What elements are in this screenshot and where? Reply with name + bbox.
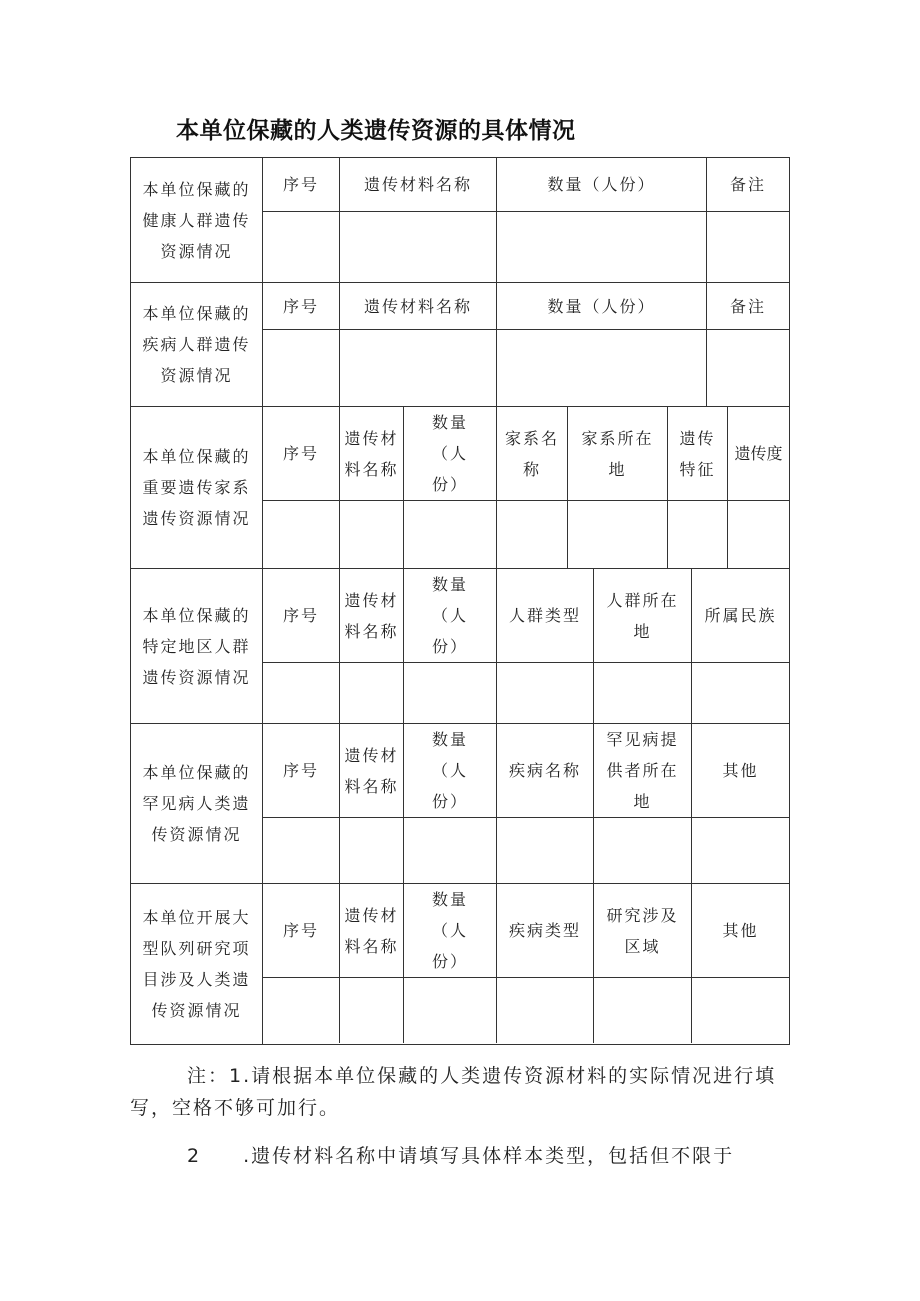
header-cell: 序号	[263, 724, 340, 818]
header-cell: 数量（人份）	[404, 884, 497, 978]
header-cell: 研究涉及区域	[594, 884, 692, 978]
header-cell: 遗传材料名称	[340, 407, 404, 501]
note-2: 2 .遗传材料名称中请填写具体样本类型，包括但不限于	[187, 1145, 735, 1167]
header-cell: 家系所在地	[568, 407, 668, 501]
section-label: 本单位保藏的重要遗传家系遗传资源情况	[131, 407, 263, 568]
data-cell[interactable]	[263, 978, 340, 1043]
header-cell: 罕见病提供者所在地	[594, 724, 692, 818]
section-label: 本单位保藏的健康人群遗传资源情况	[131, 158, 263, 282]
resource-table	[130, 157, 790, 1045]
data-cell[interactable]	[594, 978, 692, 1043]
data-cell[interactable]	[497, 501, 568, 568]
header-cell: 遗传材料名称	[340, 283, 497, 330]
data-cell[interactable]	[692, 663, 789, 723]
data-cell[interactable]	[404, 818, 497, 883]
section-rare-disease	[131, 724, 789, 884]
data-cell[interactable]	[497, 818, 594, 883]
header-cell: 序号	[263, 569, 340, 663]
data-cell[interactable]	[263, 663, 340, 723]
section-disease-population	[131, 283, 789, 407]
data-cell[interactable]	[340, 663, 404, 723]
header-cell: 数量（人份）	[404, 407, 497, 501]
header-cell: 数量（人份）	[497, 283, 707, 330]
header-cell: 备注	[707, 158, 789, 212]
section-label: 本单位开展大型队列研究项目涉及人类遗传资源情况	[131, 884, 263, 1044]
section-healthy-population	[131, 158, 789, 283]
section-label: 本单位保藏的特定地区人群遗传资源情况	[131, 569, 263, 723]
header-cell: 数量（人份）	[497, 158, 707, 212]
header-cell: 备注	[707, 283, 789, 330]
header-cell: 遗传度	[728, 407, 789, 501]
data-cell[interactable]	[263, 818, 340, 883]
header-cell: 遗传特征	[668, 407, 728, 501]
header-cell: 疾病名称	[497, 724, 594, 818]
data-cell[interactable]	[263, 212, 340, 282]
section-family-pedigree	[131, 407, 789, 569]
data-cell[interactable]	[594, 663, 692, 723]
header-cell: 序号	[263, 407, 340, 501]
header-cell: 其他	[692, 884, 789, 978]
data-cell[interactable]	[707, 330, 789, 406]
data-cell[interactable]	[497, 330, 707, 406]
header-cell: 遗传材料名称	[340, 158, 497, 212]
data-cell[interactable]	[692, 978, 789, 1043]
data-cell[interactable]	[340, 818, 404, 883]
data-cell[interactable]	[497, 212, 707, 282]
data-cell[interactable]	[404, 978, 497, 1043]
data-cell[interactable]	[497, 978, 594, 1043]
header-cell: 遗传材料名称	[340, 884, 404, 978]
header-cell: 人群类型	[497, 569, 594, 663]
header-cell: 疾病类型	[497, 884, 594, 978]
data-cell[interactable]	[263, 501, 340, 568]
data-cell[interactable]	[568, 501, 668, 568]
data-cell[interactable]	[340, 501, 404, 568]
data-cell[interactable]	[707, 212, 789, 282]
header-cell: 人群所在地	[594, 569, 692, 663]
section-label: 本单位保藏的疾病人群遗传资源情况	[131, 283, 263, 406]
data-cell[interactable]	[594, 818, 692, 883]
data-cell[interactable]	[497, 663, 594, 723]
data-cell[interactable]	[404, 663, 497, 723]
note-1: 注：1.请根据本单位保藏的人类遗传资源材料的实际情况进行填写，空格不够可加行。	[130, 1065, 777, 1119]
page-title: 本单位保藏的人类遗传资源的具体情况	[176, 118, 576, 144]
header-cell: 遗传材料名称	[340, 569, 404, 663]
header-cell: 遗传材料名称	[340, 724, 404, 818]
header-cell: 所属民族	[692, 569, 789, 663]
header-cell: 序号	[263, 283, 340, 330]
section-regional-population	[131, 569, 789, 724]
data-cell[interactable]	[404, 501, 497, 568]
section-label: 本单位保藏的罕见病人类遗传资源情况	[131, 724, 263, 883]
header-cell: 家系名称	[497, 407, 568, 501]
header-cell: 序号	[263, 884, 340, 978]
header-cell: 其他	[692, 724, 789, 818]
data-cell[interactable]	[728, 501, 789, 568]
header-cell: 数量（人份）	[404, 569, 497, 663]
data-cell[interactable]	[340, 212, 497, 282]
data-cell[interactable]	[668, 501, 728, 568]
header-cell: 序号	[263, 158, 340, 212]
data-cell[interactable]	[263, 330, 340, 406]
data-cell[interactable]	[340, 978, 404, 1043]
data-cell[interactable]	[340, 330, 497, 406]
section-cohort-research	[131, 884, 789, 1044]
data-cell[interactable]	[692, 818, 789, 883]
header-cell: 数量（人份）	[404, 724, 497, 818]
